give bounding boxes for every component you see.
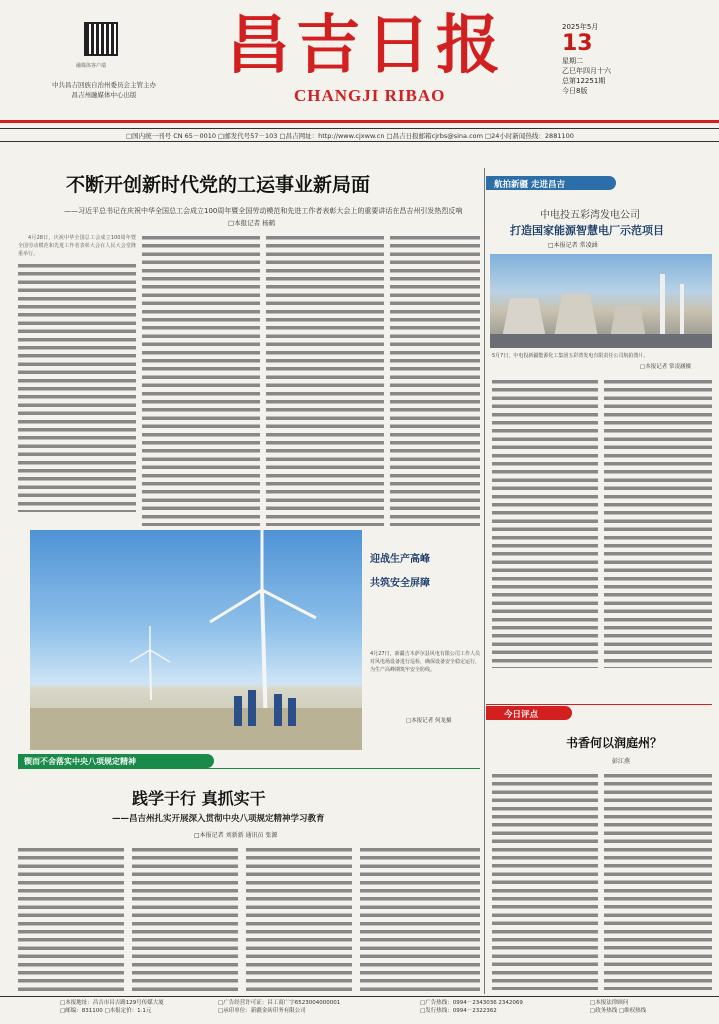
lead-column-1 [18,234,136,526]
text-lines [18,846,124,992]
publisher-info: 中共昌吉回族自治州委员会主管主办 昌吉州融媒体中心出版 [52,81,156,99]
photo-feature-caption: 4月27日，新疆吉木萨尔县风电有限公司工作人员对风电场设备进行巡检，确保设备安全稳定运行，为生产高峰期筑牢安全防线。 [370,651,480,674]
text-lines [604,378,712,668]
column-divider [484,168,485,994]
power-plant-headline: 打造国家能源智慧电厂示范项目 [510,224,664,237]
date-box: 2025年5月 13 星期二 乙巳年四月十六 总第12251期 今日8版 [562,22,654,96]
text-lines [604,772,712,990]
footer-hotlines: □广告热线：0994－2343036 2342069 □发行热线：0994－2322362 [420,1000,523,1014]
section-tab-commentary: 今日评点 [486,706,572,720]
wind-turbine-photo [30,530,362,750]
text-lines [492,378,598,668]
lead-subline: ——习近平总书记在庆祝中华全国总工会成立100周年暨全国劳动模范和先进工作者表彰大会上的重要讲话在昌吉州引发热烈反响 [64,207,463,215]
commentary-author: 彭江燕 [612,758,631,765]
story2-byline: □本报记者 刘新新 通讯员 张源 [194,832,278,839]
text-lines [390,234,480,526]
wind-turbine-illustration [30,530,362,750]
lead-first-para: 4月28日，庆祝中华全国总工会成立100周年暨全国劳动模范和先进工作者表彰大会在人民大会堂隆重举行。 [18,235,136,258]
power-plant-photo [490,254,712,348]
lead-headline: 不断开创新时代党的工运事业新局面 [66,174,371,196]
footer-license: □广告经营许可证：昌工商广字6523004000001 □承印单位：新疆金砖印务有限公司 [218,1000,341,1014]
text-lines [18,262,136,512]
story2-column-2 [132,846,238,992]
footer-rule [0,996,719,997]
commentary-column-1 [492,772,598,990]
text-lines [246,846,352,992]
info-bar-text: □国内统一刊号 CN 65－0010 □邮发代号57－103 □昌吉网址：http://www.cjxww.cn □昌吉日报邮箱cjrbs@sina.com □24小时新闻热线：2881100 [126,132,574,140]
story2-rule [18,768,480,769]
commentary-title: 书香何以润庭州？ [566,736,663,750]
lead-column-4 [390,234,480,526]
section-tab-aerial: 航拍新疆 走进昌吉 [486,176,616,190]
lead-column-2 [142,234,260,526]
cooling-tower-illustration [490,254,712,348]
text-lines [360,846,480,992]
section-tab-discipline: 锲而不舍落实中央八项规定精神 [18,754,214,768]
text-lines [266,234,384,526]
text-lines [492,772,598,990]
qr-code [84,22,118,56]
power-photo-caption: 5月7日，中电投新疆能源化工集团五彩湾发电有限责任公司航拍图片。 [492,353,649,359]
power-byline: □本报记者 常凌涵 [548,242,598,249]
power-company-title: 中电投五彩湾发电公司 [540,210,640,221]
text-lines [132,846,238,992]
story2-column-4 [360,846,480,992]
power-column-1 [492,378,598,668]
lead-column-3 [266,234,384,526]
newspaper-logo: 昌吉日报 [226,8,506,83]
footer-address: □本报地址：昌吉市昌吉路129号传媒大厦 □邮编：831100 □本报定价：1.1元 [60,1000,164,1014]
photo-feature-credit: □本报记者 何龙摄 [406,718,452,724]
photo-feature-title: 迎战生产高峰 共筑安全屏障 [370,554,430,589]
lead-byline: □本报记者 杨鹤 [228,219,276,227]
power-photo-credit: □本报记者 常凌涵摄 [640,364,691,370]
story2-column-3 [246,846,352,992]
commentary-column-2 [604,772,712,990]
story2-column-1 [18,846,124,992]
story2-subline: ——昌吉州扎实开展深入贯彻中央八项规定精神学习教育 [112,814,325,824]
story2-headline: 践学于行 真抓实干 [132,789,266,808]
newspaper-pinyin: CHANGJI RIBAO [294,86,446,105]
text-lines [142,234,260,526]
footer-legal: □本报法律顾问 □政务热线 □维权热线 [590,1000,647,1014]
masthead-rule [0,120,719,123]
qr-caption: 融媒体客户端 [76,63,107,69]
power-column-2 [604,378,712,668]
date-day: 13 [562,31,593,56]
